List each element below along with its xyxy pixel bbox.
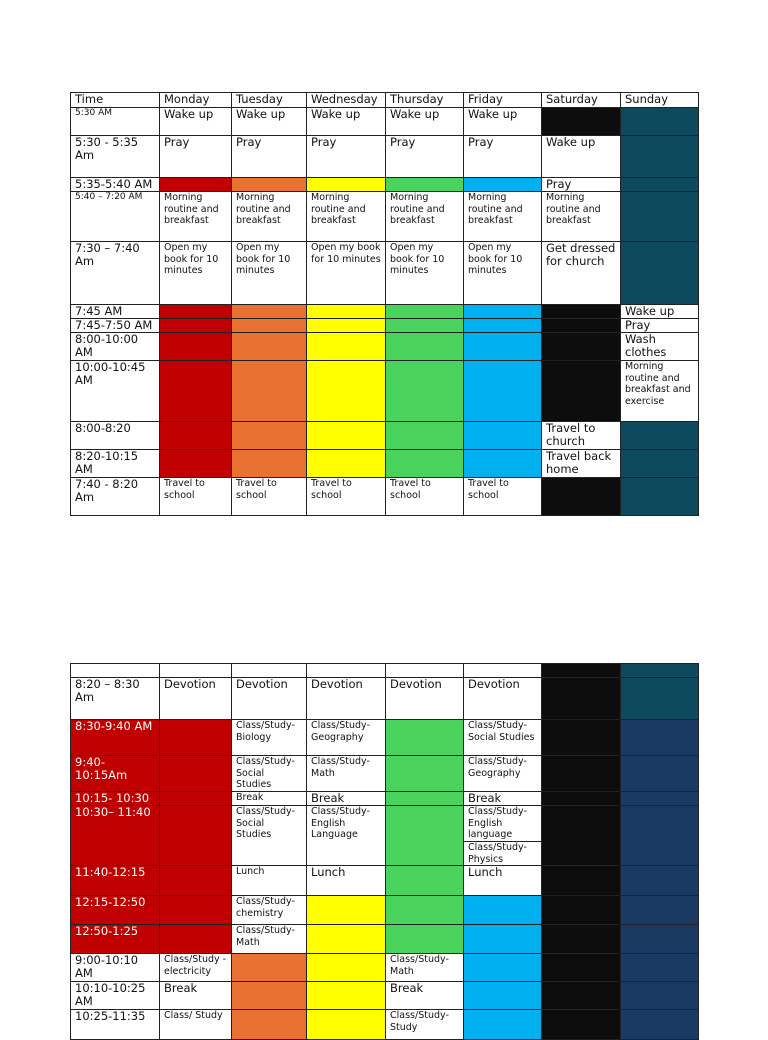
blocked-cell: [621, 792, 699, 806]
blocked-cell: [542, 478, 621, 516]
color-cell: [307, 361, 386, 422]
blocked-cell: [621, 982, 699, 1010]
activity-cell: Open my book for 10 minutes: [386, 242, 464, 305]
time-cell: 8:30-9:40 AM: [71, 720, 160, 756]
color-cell: [232, 954, 307, 982]
color-cell: [232, 982, 307, 1010]
time-cell: 8:00-10:00 AM: [71, 333, 160, 361]
header-sunday: Sunday: [621, 93, 699, 108]
activity-cell: Wake up: [621, 305, 699, 319]
activity-cell: Class/Study-Study: [386, 1010, 464, 1040]
blocked-cell: [621, 178, 699, 192]
blocked-cell: [621, 108, 699, 136]
time-cell: 5:30 AM: [71, 108, 160, 136]
time-cell: 8:00-8:20: [71, 422, 160, 450]
color-cell: [160, 422, 232, 450]
blocked-cell: [621, 664, 699, 678]
color-cell: [464, 925, 542, 954]
table-row: [71, 108, 699, 136]
activity-cell: Class/ Study: [160, 1010, 232, 1040]
color-cell: [464, 1010, 542, 1040]
color-cell: [307, 319, 386, 333]
activity-cell: Class/Study-Math: [307, 756, 386, 792]
color-cell: [232, 178, 307, 192]
table-row: [71, 982, 699, 1010]
color-cell: [232, 422, 307, 450]
activity-cell: Break: [464, 792, 542, 806]
color-cell: [307, 305, 386, 319]
color-cell: [464, 305, 542, 319]
color-cell: [160, 806, 232, 866]
table-row: [71, 422, 699, 450]
blocked-cell: [542, 866, 621, 896]
activity-cell: Morning routine and breakfast: [232, 192, 307, 242]
activity-cell: Travel to school: [386, 478, 464, 516]
activity-cell: Class/Study-Social Studies: [232, 756, 307, 792]
color-cell: [307, 1010, 386, 1040]
table-row: [71, 361, 699, 422]
activity-cell: Class/Study -electricity: [160, 954, 232, 982]
activity-cell: Class/Study-Math: [386, 954, 464, 982]
activity-cell: Morning routine and breakfast: [307, 192, 386, 242]
activity-cell: Wake up: [232, 108, 307, 136]
time-cell: 9:40-10:15Am: [71, 756, 160, 792]
table-row: [71, 954, 699, 982]
color-cell: [464, 361, 542, 422]
activity-cell: Open my book for 10 minutes: [160, 242, 232, 305]
activity-cell: Devotion: [307, 678, 386, 720]
table-row: [71, 678, 699, 720]
color-cell: [464, 422, 542, 450]
activity-cell: Travel to school: [160, 478, 232, 516]
activity-cell: Break: [232, 792, 307, 806]
time-cell: 10:25-11:35: [71, 1010, 160, 1040]
activity-cell: Break: [160, 982, 232, 1010]
color-cell: [160, 450, 232, 478]
blocked-cell: [542, 925, 621, 954]
empty-cell: [232, 664, 307, 678]
time-cell: 7:30 – 7:40 Am: [71, 242, 160, 305]
time-cell: 10:15- 10:30: [71, 792, 160, 806]
color-cell: [160, 925, 232, 954]
color-cell: [464, 982, 542, 1010]
blocked-cell: [542, 1010, 621, 1040]
activity-cell: Get dressed for church: [542, 242, 621, 305]
blocked-cell: [621, 806, 699, 866]
activity-cell: Class/Study-Geography: [464, 756, 542, 792]
color-cell: [386, 806, 464, 866]
activity-cell: Class/Study-English language: [464, 806, 542, 842]
header-monday: Monday: [160, 93, 232, 108]
activity-cell: Morning routine and breakfast: [386, 192, 464, 242]
color-cell: [160, 361, 232, 422]
color-cell: [386, 305, 464, 319]
table-row: [71, 319, 699, 333]
table-row: [71, 896, 699, 925]
blocked-cell: [542, 954, 621, 982]
activity-cell: Wake up: [542, 136, 621, 178]
header-wednesday: Wednesday: [307, 93, 386, 108]
empty-cell: [160, 664, 232, 678]
blocked-cell: [621, 478, 699, 516]
empty-cell: [71, 664, 160, 678]
schedule-table-1: [70, 92, 699, 516]
time-cell: 8:20-10:15 AM: [71, 450, 160, 478]
activity-cell: Class/Study-Geography: [307, 720, 386, 756]
color-cell: [464, 450, 542, 478]
blocked-cell: [542, 806, 621, 866]
blocked-cell: [542, 361, 621, 422]
activity-cell: Travel to school: [307, 478, 386, 516]
activity-cell: Class/Study-Social Studies: [464, 720, 542, 756]
activity-cell: Lunch: [464, 866, 542, 896]
activity-cell: Wake up: [464, 108, 542, 136]
time-cell: 7:45 AM: [71, 305, 160, 319]
empty-cell: [464, 664, 542, 678]
blocked-cell: [542, 896, 621, 925]
time-cell: 9:00-10:10 AM: [71, 954, 160, 982]
time-cell: 11:40-12:15: [71, 866, 160, 896]
blocked-cell: [621, 450, 699, 478]
table-row: [71, 925, 699, 954]
color-cell: [464, 333, 542, 361]
color-cell: [386, 450, 464, 478]
color-cell: [160, 756, 232, 792]
table-row: [71, 756, 699, 792]
color-cell: [232, 361, 307, 422]
table-row: [71, 792, 699, 806]
color-cell: [464, 896, 542, 925]
color-cell: [160, 896, 232, 925]
table-header-row: [71, 93, 699, 108]
activity-cell: Morning routine and breakfast and exercise: [621, 361, 699, 422]
activity-cell: Open my book for 10 minutes: [464, 242, 542, 305]
activity-cell: Wash clothes: [621, 333, 699, 361]
activity-cell: Break: [386, 982, 464, 1010]
activity-cell: Pray: [464, 136, 542, 178]
table-row: [71, 806, 699, 842]
time-cell: 5:40 – 7:20 AM: [71, 192, 160, 242]
blocked-cell: [542, 792, 621, 806]
color-cell: [307, 333, 386, 361]
color-cell: [232, 305, 307, 319]
color-cell: [307, 896, 386, 925]
activity-cell: Class/Study-Math: [232, 925, 307, 954]
table-row: [71, 136, 699, 178]
activity-cell: Devotion: [160, 678, 232, 720]
activity-cell: Open my book for 10 minutes: [307, 242, 386, 305]
activity-cell: Pray: [160, 136, 232, 178]
header-time: Time: [71, 93, 160, 108]
activity-cell: Devotion: [464, 678, 542, 720]
color-cell: [160, 319, 232, 333]
activity-cell: Class/Study-Physics: [464, 842, 542, 866]
color-cell: [386, 756, 464, 792]
color-cell: [160, 720, 232, 756]
table-row: [71, 192, 699, 242]
color-cell: [307, 954, 386, 982]
header-tuesday: Tuesday: [232, 93, 307, 108]
empty-cell: [386, 664, 464, 678]
color-cell: [307, 422, 386, 450]
time-cell: 10:30– 11:40: [71, 806, 160, 866]
schedule-table-2: [70, 663, 699, 1040]
table-row: [71, 478, 699, 516]
activity-cell: Class/Study-Social Studies: [232, 806, 307, 866]
table-row: [71, 1010, 699, 1040]
color-cell: [464, 178, 542, 192]
color-cell: [160, 792, 232, 806]
activity-cell: Wake up: [307, 108, 386, 136]
activity-cell: Pray: [232, 136, 307, 178]
color-cell: [386, 792, 464, 806]
color-cell: [232, 333, 307, 361]
time-cell: 7:40 - 8:20 Am: [71, 478, 160, 516]
header-saturday: Saturday: [542, 93, 621, 108]
activity-cell: Pray: [307, 136, 386, 178]
color-cell: [386, 333, 464, 361]
color-cell: [386, 896, 464, 925]
color-cell: [307, 450, 386, 478]
activity-cell: Class/Study-Biology: [232, 720, 307, 756]
color-cell: [232, 319, 307, 333]
blocked-cell: [542, 720, 621, 756]
color-cell: [386, 178, 464, 192]
blocked-cell: [621, 422, 699, 450]
table-row: [71, 720, 699, 756]
activity-cell: Pray: [386, 136, 464, 178]
activity-cell: Morning routine and breakfast: [160, 192, 232, 242]
blocked-cell: [621, 242, 699, 305]
color-cell: [160, 305, 232, 319]
time-cell: 10:00-10:45 AM: [71, 361, 160, 422]
blocked-cell: [542, 982, 621, 1010]
empty-cell: [307, 664, 386, 678]
header-thursday: Thursday: [386, 93, 464, 108]
color-cell: [160, 333, 232, 361]
header-friday: Friday: [464, 93, 542, 108]
blocked-cell: [621, 192, 699, 242]
time-cell: 10:10-10:25 AM: [71, 982, 160, 1010]
activity-cell: Morning routine and breakfast: [542, 192, 621, 242]
activity-cell: Break: [307, 792, 386, 806]
activity-cell: Devotion: [232, 678, 307, 720]
table-row: [71, 178, 699, 192]
color-cell: [232, 1010, 307, 1040]
activity-cell: Pray: [621, 319, 699, 333]
time-cell: 8:20 – 8:30 Am: [71, 678, 160, 720]
activity-cell: Travel to school: [464, 478, 542, 516]
color-cell: [386, 866, 464, 896]
table-row: [71, 242, 699, 305]
activity-cell: Class/Study-English Language: [307, 806, 386, 866]
time-cell: 5:30 - 5:35 Am: [71, 136, 160, 178]
blocked-cell: [542, 108, 621, 136]
activity-cell: Wake up: [160, 108, 232, 136]
activity-cell: Wake up: [386, 108, 464, 136]
color-cell: [386, 925, 464, 954]
time-cell: 12:50-1:25: [71, 925, 160, 954]
activity-cell: Pray: [542, 178, 621, 192]
activity-cell: Class/Study-chemistry: [232, 896, 307, 925]
blocked-cell: [621, 896, 699, 925]
table-row: [71, 333, 699, 361]
blocked-cell: [542, 664, 621, 678]
activity-cell: Travel back home: [542, 450, 621, 478]
color-cell: [464, 954, 542, 982]
color-cell: [386, 720, 464, 756]
blocked-cell: [542, 319, 621, 333]
color-cell: [386, 422, 464, 450]
table-row: [71, 664, 699, 678]
blocked-cell: [621, 866, 699, 896]
blocked-cell: [621, 1010, 699, 1040]
color-cell: [386, 361, 464, 422]
blocked-cell: [621, 954, 699, 982]
activity-cell: Lunch: [232, 866, 307, 896]
color-cell: [160, 866, 232, 896]
color-cell: [307, 982, 386, 1010]
time-cell: 12:15-12:50: [71, 896, 160, 925]
time-cell: 7:45-7:50 AM: [71, 319, 160, 333]
blocked-cell: [542, 756, 621, 792]
activity-cell: Lunch: [307, 866, 386, 896]
table-row: [71, 866, 699, 896]
color-cell: [232, 450, 307, 478]
time-cell: 5:35-5:40 AM: [71, 178, 160, 192]
blocked-cell: [621, 678, 699, 720]
activity-cell: Travel to school: [232, 478, 307, 516]
blocked-cell: [542, 678, 621, 720]
activity-cell: Devotion: [386, 678, 464, 720]
blocked-cell: [621, 925, 699, 954]
color-cell: [386, 319, 464, 333]
color-cell: [160, 178, 232, 192]
color-cell: [464, 319, 542, 333]
activity-cell: Morning routine and breakfast: [464, 192, 542, 242]
activity-cell: Open my book for 10 minutes: [232, 242, 307, 305]
blocked-cell: [542, 305, 621, 319]
blocked-cell: [621, 720, 699, 756]
activity-cell: Travel to church: [542, 422, 621, 450]
color-cell: [307, 925, 386, 954]
table-row: [71, 305, 699, 319]
color-cell: [307, 178, 386, 192]
blocked-cell: [621, 136, 699, 178]
blocked-cell: [542, 333, 621, 361]
blocked-cell: [621, 756, 699, 792]
table-row: [71, 450, 699, 478]
